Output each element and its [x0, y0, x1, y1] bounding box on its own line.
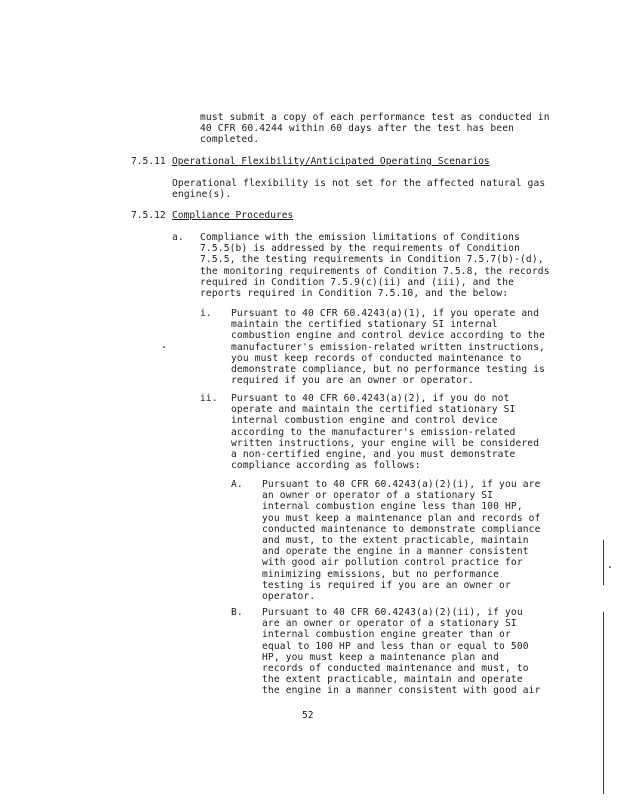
item-a-text: Compliance with the emission limitations of Conditions 7.5.5(b) is addressed by the requirements of Condition 7.5.5, the testing requirements in Condition 7.5.7(b)-(d), the monitoring requirements of Condition 7.5.8, the records required in Condition 7.5.9(c)(ii) and (iii), and the reports required in Condition 7.5.10, and the below:: [200, 232, 550, 300]
section-title: Operational Flexibility/Anticipated Operating Scenarios: [172, 156, 490, 167]
item-B-label: B.: [231, 607, 243, 618]
speck: [609, 566, 611, 568]
item-A-text: Pursuant to 40 CFR 60.4243(a)(2)(i), if you are an owner or operator of a stationary SI internal combustion engine less than 100 HP, you must keep a maintenance plan and records of conducted maintenance to demonstrate compliance and must, to the extent practicable, maintain and operate the engine in a manner consistent with good air pollution control practice for minimizing emissions, but no performance testing is required if you are an owner or operator.: [262, 479, 541, 603]
item-B-text: Pursuant to 40 CFR 60.4243(a)(2)(ii), if you are an owner or operator of a stationary SI internal combustion engine greater than or equal to 100 HP and less than or equal to 500 HP, you must keep a maintenance plan and records of conducted maintenance and must, to the extent practicable, maintain and operate the engine in a manner consistent with good air: [262, 607, 541, 697]
item-i-text: Pursuant to 40 CFR 60.4243(a)(1), if you operate and maintain the certified stationary SI internal combustion engine and control device according to the manufacturer's emission-related written instructions, you must keep records of conducted maintenance to demonstrate compliance, but no performance testing is required if you are an owner or operator.: [231, 308, 546, 387]
section-number: 7.5.12: [131, 210, 166, 221]
item-ii-text: Pursuant to 40 CFR 60.4243(a)(2), if you do not operate and maintain the certified stationary SI internal combustion engine and control device according to the manufacturer's emission-related written instructions, your engine will be considered a non-certified engine, and you must demonstrate compliance according as follows:: [231, 393, 540, 472]
item-i-label: i.: [200, 308, 212, 319]
intro-paragraph: must submit a copy of each performance test as conducted in 40 CFR 60.4244 within 60 days after the test has been completed.: [200, 112, 550, 146]
section-number: 7.5.11: [131, 156, 166, 167]
section-title: Compliance Procedures: [172, 210, 294, 221]
page-number: 52: [302, 710, 314, 721]
item-ii-label: ii.: [200, 393, 218, 404]
item-A-label: A.: [231, 479, 243, 490]
section-body: Operational flexibility is not set for the affected natural gas engine(s).: [172, 178, 546, 201]
margin-mark: [603, 612, 604, 794]
margin-mark: [603, 540, 604, 585]
speck: [163, 346, 165, 348]
item-a-label: a.: [172, 232, 184, 243]
